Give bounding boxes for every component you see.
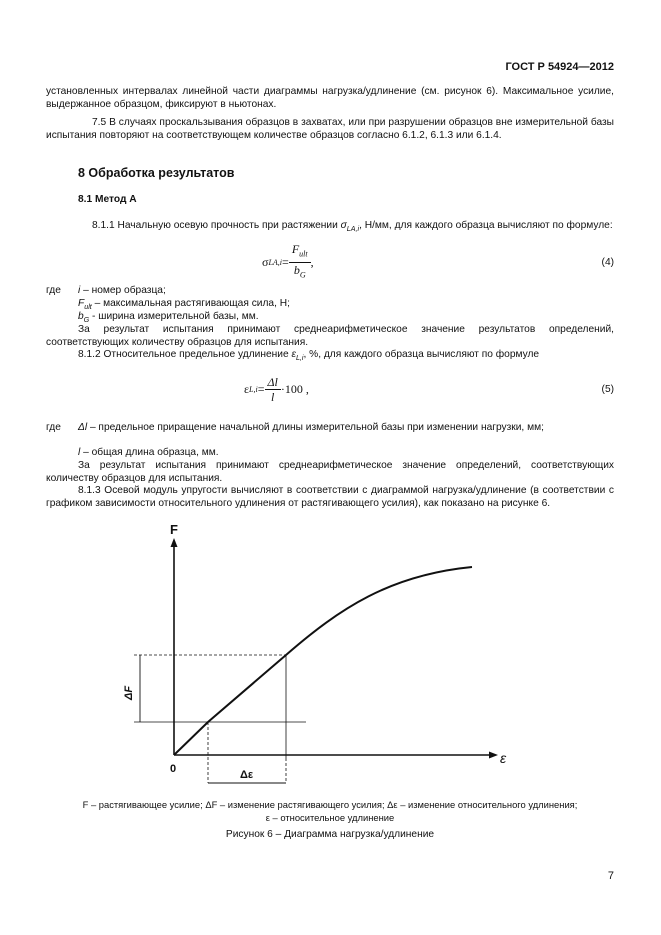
where-item-delta-l: Δl – предельное приращение начальной длины измерительной базы при изменении нагрузки, мм; [78,422,544,433]
paragraph-result-1: За результат испытания принимают среднеарифметическое значение результатов определений, соответствующих количеству образцов для испытания. [46,324,614,349]
figure-load-elongation [100,520,540,796]
formula-4: σ LA,i = $\frac{F_{ult}}{b_G}$ , [262,242,314,279]
paragraph-8-1-1: 8.1.1 Начальную осевую прочность при растяжении $\sigma_{LA,i}$, Н/мм, для каждого образца вычисляют по формуле: [92,220,613,234]
subsection-heading-8-1: 8.1 Метод А [78,194,137,205]
formula-5: ε L,i = $\frac{\Delta l}{l}$ ·100 , [244,374,309,404]
delta-f-label: ΔF [123,685,135,700]
formula-5-number: (5) [601,384,614,395]
where-item-l: l – общая длина образца, мм. [78,447,219,458]
y-axis-arrow [171,538,178,547]
figure-caption [40,798,620,824]
figure-title: Рисунок 6 – Диаграмма нагрузка/удлинение [225,829,435,840]
x-axis-arrow [489,752,498,759]
paragraph-8-1-3: 8.1.3 Осевой модуль упругости вычисляют в соответствии с диаграммой нагрузка/удлинение (в соответствии с графиком зависимости относительного удлинения от растягивающего усилия), как показано на рисунке 6. [46,485,614,510]
where-item-i: i – номер образца; [78,285,166,296]
axis-label-epsilon: ε [500,750,507,766]
paragraph-continuation: установленных интервалах линейной части диаграммы нагрузка/удлинение (см. рисунок 6). Максимальное усилие, выдержанное образцом, фиксируют в ньютонах. [46,86,614,111]
paragraph-7-5: 7.5 В случаях проскальзывания образцов в захватах, или при разрушении образцов вне измерительной базы испытания повторяют на соответствующем количестве образцов согласно 6.1.2, 6.1.3 или 6.1.4. [46,117,614,142]
paragraph-8-1-2: 8.1.2 Относительное предельное удлинение $\varepsilon_{L,i}$, %, для каждого образца вычисляют по формуле [78,349,540,363]
axis-label-f: F [170,522,178,537]
page-number: 7 [607,870,614,882]
standard-number: ГОСТ Р 54924—2012 [505,61,614,73]
formula-4-number: (4) [601,257,614,268]
where-label-2: где [46,422,61,433]
section-heading-8: 8 Обработка результатов [78,166,235,180]
load-elongation-curve [174,567,472,755]
delta-e-label: Δε [240,769,254,781]
where-item-b-g: $b_G$ - ширина измерительной базы, мм. [78,311,259,325]
paragraph-result-2: За результат испытания принимают среднеарифметическое значение определений, соответствующих количеству образцов для испытания. [46,460,614,485]
figure-caption-line-2: ε – относительное удлинение [265,812,395,823]
figure-caption-line-1: F – растягивающее усилие; ΔF – изменение растягивающего усилия; Δε – изменение относительного удлинения; [82,799,578,810]
origin-label: 0 [170,763,177,775]
where-item-f-ult: $F_{ult}$ – максимальная растягивающая сила, Н; [78,298,290,312]
where-label-1: где [46,285,61,296]
